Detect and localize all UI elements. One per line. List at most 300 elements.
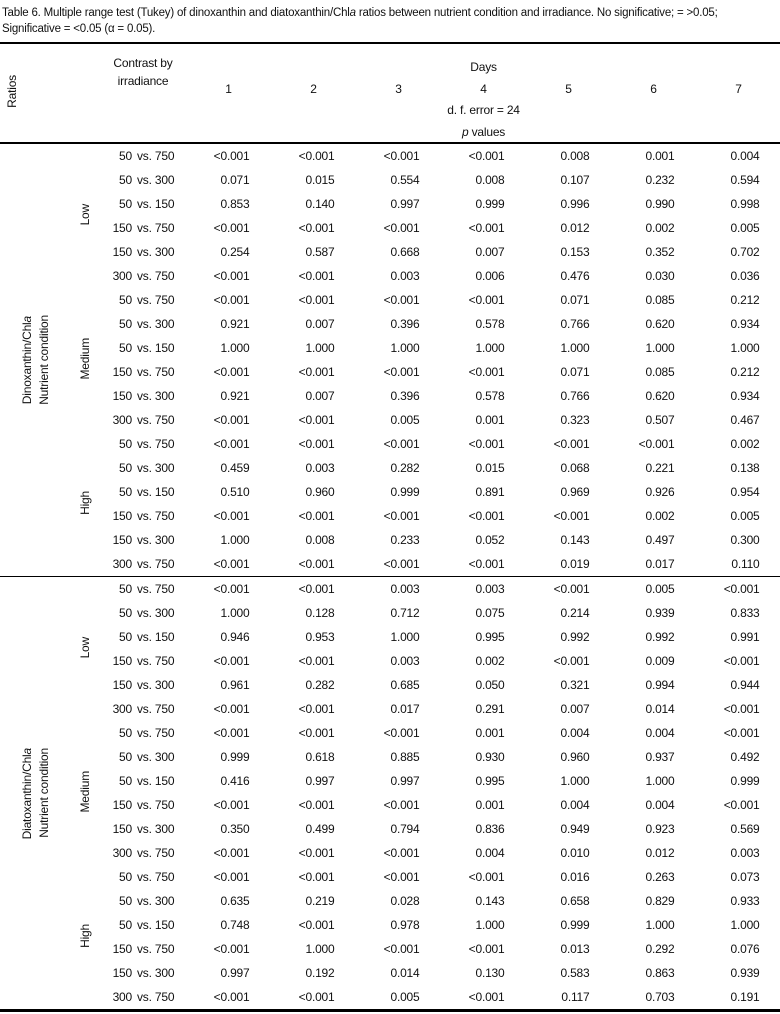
- p-value-cell-day4: 0.578: [475, 389, 505, 404]
- day-column-3: 3: [395, 81, 402, 96]
- p-value-cell-day5: <0.001: [553, 582, 590, 597]
- p-value-cell-day3: 0.685: [390, 678, 420, 693]
- p-value-cell-day6: 0.939: [645, 606, 675, 621]
- p-value-cell-day5: 0.010: [560, 846, 590, 861]
- day-column-5: 5: [565, 81, 572, 96]
- table-caption: [0, 5, 780, 37]
- p-value-cell-day7: 0.002: [730, 437, 760, 452]
- day-column-1: 1: [225, 81, 232, 96]
- p-value-cell-day4: <0.001: [468, 437, 505, 452]
- p-value-cell-day7: <0.001: [723, 798, 760, 813]
- p-value-cell-day1: 0.071: [220, 173, 250, 188]
- table-row: [0, 336, 780, 360]
- p-value-cell-day3: 0.005: [390, 990, 420, 1005]
- p-value-cell-day2: 0.007: [305, 389, 335, 404]
- p-value-cell-day7: 0.991: [730, 630, 760, 645]
- p-value-cell-day7: 0.036: [730, 269, 760, 284]
- p-value-cell-day1: <0.001: [213, 990, 250, 1005]
- p-value-cell-day1: 0.254: [220, 245, 250, 260]
- level-vertical-text: High: [78, 490, 93, 515]
- p-value-cell-day4: <0.001: [468, 293, 505, 308]
- p-value-cell-day4: 0.052: [475, 533, 505, 548]
- p-value-cell-day6: 0.002: [645, 221, 675, 236]
- p-value-cell-day2: <0.001: [298, 654, 335, 669]
- p-value-cell-day2: <0.001: [298, 413, 335, 428]
- table-row: [0, 456, 780, 480]
- ratio-section-label-diatoxanthin: [0, 577, 72, 1011]
- p-value-cell-day7: 0.212: [730, 293, 760, 308]
- p-value-cell-day2: <0.001: [298, 437, 335, 452]
- table-row: [0, 745, 780, 769]
- table-row: [0, 865, 780, 889]
- p-value-cell-day7: 0.073: [730, 870, 760, 885]
- p-value-cell-day5: 0.583: [560, 966, 590, 981]
- p-value-cell-day6: 0.221: [645, 461, 675, 476]
- p-value-cell-day2: <0.001: [298, 293, 335, 308]
- ratio-name-vertical-text: Diatoxanthin/Chla: [19, 747, 34, 839]
- p-value-cell-day4: 0.130: [475, 966, 505, 981]
- contrast-cell: 300 vs. 750: [112, 702, 175, 717]
- p-value-cell-day7: 0.004: [730, 149, 760, 164]
- p-value-cell-day6: 1.000: [645, 774, 675, 789]
- contrast-cell: 300 vs. 750: [112, 990, 175, 1005]
- contrast-cell: 50 vs. 300: [119, 317, 175, 332]
- p-value-cell-day5: 0.960: [560, 750, 590, 765]
- p-value-cell-day3: <0.001: [383, 509, 420, 524]
- p-values-label: [186, 121, 780, 143]
- table-row: [0, 480, 780, 504]
- contrast-cell: 50 vs. 750: [119, 726, 175, 741]
- irradiance-level-label-low: [72, 577, 100, 722]
- p-value-cell-day4: 0.001: [475, 413, 505, 428]
- table-row: [0, 360, 780, 384]
- p-value-cell-day7: 0.076: [730, 942, 760, 957]
- contrast-cell: 50 vs. 150: [119, 918, 175, 933]
- p-value-cell-day2: <0.001: [298, 582, 335, 597]
- p-value-cell-day2: <0.001: [298, 365, 335, 380]
- nutrient-condition-vertical-text: Nutrient condition: [36, 748, 51, 839]
- contrast-header-line2: irradiance: [117, 73, 169, 88]
- nutrient-condition-vertical-text: Nutrient condition: [36, 315, 51, 406]
- contrast-cell: 150 vs. 300: [112, 389, 175, 404]
- contrast-cell: 150 vs. 300: [112, 245, 175, 260]
- irradiance-level-label-high: [72, 432, 100, 577]
- p-value-cell-day4: 0.930: [475, 750, 505, 765]
- p-value-cell-day7: 0.191: [730, 990, 760, 1005]
- p-value-cell-day4: <0.001: [468, 221, 505, 236]
- p-value-cell-day1: <0.001: [213, 413, 250, 428]
- p-value-cell-day7: 0.594: [730, 173, 760, 188]
- table-row: [0, 408, 780, 432]
- p-value-cell-day7: <0.001: [723, 726, 760, 741]
- contrast-cell: 50 vs. 750: [119, 293, 175, 308]
- p-value-cell-day4: 0.050: [475, 678, 505, 693]
- p-value-cell-day4: 0.007: [475, 245, 505, 260]
- p-value-cell-day3: <0.001: [383, 221, 420, 236]
- p-value-cell-day5: 0.007: [560, 702, 590, 717]
- contrast-cell: 150 vs. 300: [112, 966, 175, 981]
- contrast-cell: 300 vs. 750: [112, 413, 175, 428]
- p-value-cell-day3: 0.003: [390, 269, 420, 284]
- contrast-cell: 50 vs. 750: [119, 582, 175, 597]
- p-value-cell-day5: 0.214: [560, 606, 590, 621]
- p-value-cell-day6: 0.937: [645, 750, 675, 765]
- p-value-cell-day7: 0.110: [731, 557, 760, 572]
- p-value-cell-day5: 0.012: [560, 221, 590, 236]
- p-value-cell-day1: <0.001: [213, 726, 250, 741]
- p-value-cell-day2: 1.000: [305, 341, 335, 356]
- p-value-cell-day2: <0.001: [298, 990, 335, 1005]
- p-value-cell-day1: 0.510: [220, 485, 250, 500]
- contrast-cell: 50 vs. 150: [119, 630, 175, 645]
- p-value-cell-day1: 1.000: [220, 606, 250, 621]
- p-value-cell-day1: <0.001: [213, 702, 250, 717]
- p-value-cell-day4: 0.578: [475, 317, 505, 332]
- p-value-cell-day6: 0.014: [645, 702, 675, 717]
- p-value-cell-day7: 0.939: [730, 966, 760, 981]
- p-value-cell-day7: 0.833: [730, 606, 760, 621]
- contrast-cell: 50 vs. 750: [119, 437, 175, 452]
- p-value-cell-day5: 0.004: [560, 798, 590, 813]
- contrast-cell: 50 vs. 750: [119, 149, 175, 164]
- contrast-header-line1: Contrast by: [113, 55, 173, 70]
- p-value-cell-day2: 0.499: [305, 822, 335, 837]
- p-value-cell-day1: 0.853: [220, 197, 250, 212]
- table-row: [0, 985, 780, 1011]
- p-value-cell-day5: 0.658: [560, 894, 590, 909]
- p-value-cell-day7: 1.000: [730, 341, 760, 356]
- p-values-text: values: [468, 124, 506, 139]
- table-row: [0, 889, 780, 913]
- p-value-cell-day7: 0.934: [730, 389, 760, 404]
- p-value-cell-day4: 0.002: [475, 654, 505, 669]
- p-value-cell-day4: 0.143: [475, 894, 505, 909]
- p-value-cell-day2: 0.618: [305, 750, 335, 765]
- p-value-cell-day4: 0.001: [475, 726, 505, 741]
- irradiance-level-label-high: [72, 865, 100, 1011]
- table-row: [0, 841, 780, 865]
- level-vertical-text: Low: [78, 636, 93, 659]
- p-value-cell-day4: 0.995: [475, 774, 505, 789]
- p-value-cell-day7: 0.003: [730, 846, 760, 861]
- p-value-cell-day3: 0.712: [390, 606, 420, 621]
- level-vertical-text: Medium: [78, 770, 93, 813]
- days-header: Days: [470, 60, 497, 75]
- p-value-cell-day1: <0.001: [213, 293, 250, 308]
- p-value-cell-day2: <0.001: [298, 221, 335, 236]
- p-value-cell-day2: 0.140: [305, 197, 335, 212]
- p-value-cell-day4: 0.995: [475, 630, 505, 645]
- p-value-cell-day5: 1.000: [560, 774, 590, 789]
- table-row: [0, 769, 780, 793]
- contrast-cell: 150 vs. 300: [112, 678, 175, 693]
- p-value-cell-day4: <0.001: [468, 557, 505, 572]
- caption-text-post: ratios between nutrient condition and irradiance. No significative; = >0.05; Significative = <0.05 (α = 0.05).: [2, 7, 718, 36]
- p-value-cell-day1: 1.000: [220, 341, 250, 356]
- p-value-cell-day5: 0.071: [560, 365, 590, 380]
- p-value-cell-day2: 0.997: [305, 774, 335, 789]
- p-value-cell-day2: 0.953: [305, 630, 335, 645]
- p-value-cell-day5: 0.996: [560, 197, 590, 212]
- p-value-cell-day5: <0.001: [553, 654, 590, 669]
- p-value-cell-day1: <0.001: [213, 221, 250, 236]
- p-value-cell-day7: <0.001: [723, 582, 760, 597]
- p-value-cell-day2: 0.015: [305, 173, 335, 188]
- p-value-cell-day3: 0.396: [390, 317, 420, 332]
- contrast-cell: 150 vs. 300: [112, 822, 175, 837]
- contrast-cell: 300 vs. 750: [112, 846, 175, 861]
- p-value-cell-day2: 0.003: [305, 461, 335, 476]
- p-value-cell-day6: 1.000: [645, 341, 675, 356]
- p-value-cell-day1: 0.997: [220, 966, 250, 981]
- p-value-cell-day3: <0.001: [383, 846, 420, 861]
- table-row: [0, 961, 780, 985]
- p-value-cell-day2: 0.192: [305, 966, 335, 981]
- p-value-cell-day2: <0.001: [298, 702, 335, 717]
- p-value-cell-day7: 0.998: [730, 197, 760, 212]
- table-row: [0, 312, 780, 336]
- ratio-name-vertical-text: Dinoxanthin/Chla: [19, 316, 34, 405]
- p-value-cell-day1: <0.001: [213, 942, 250, 957]
- p-value-cell-day6: 0.829: [645, 894, 675, 909]
- contrast-cell: 50 vs. 150: [119, 197, 175, 212]
- p-value-cell-day6: 0.001: [645, 149, 675, 164]
- ratios-vertical-text: Ratios: [5, 75, 20, 109]
- p-value-cell-day6: 0.232: [645, 173, 675, 188]
- p-value-cell-day3: 0.794: [390, 822, 420, 837]
- header-contrast-spacer: [100, 99, 186, 143]
- p-value-cell-day1: 0.748: [220, 918, 250, 933]
- table-row: [0, 601, 780, 625]
- p-value-cell-day1: <0.001: [213, 149, 250, 164]
- p-value-cell-day1: 0.921: [220, 317, 250, 332]
- table-row: [0, 577, 780, 602]
- table-row: [0, 721, 780, 745]
- p-value-cell-day6: 0.292: [645, 942, 675, 957]
- p-value-cell-day6: 0.009: [645, 654, 675, 669]
- contrast-cell: 50 vs. 150: [119, 774, 175, 789]
- table-row: [0, 552, 780, 577]
- p-value-cell-day5: 0.143: [560, 533, 590, 548]
- p-value-cell-day3: 1.000: [390, 341, 420, 356]
- table-row: [0, 697, 780, 721]
- p-value-cell-day5: 0.476: [560, 269, 590, 284]
- contrast-cell: 300 vs. 750: [112, 269, 175, 284]
- contrast-cell: 150 vs. 750: [112, 654, 175, 669]
- p-value-cell-day6: 0.507: [645, 413, 675, 428]
- p-value-cell-day3: 0.997: [390, 197, 420, 212]
- day-column-7: 7: [735, 81, 742, 96]
- p-value-cell-day6: 0.004: [645, 798, 675, 813]
- p-value-cell-day4: 0.999: [475, 197, 505, 212]
- p-value-cell-day1: 0.946: [220, 630, 250, 645]
- p-value-cell-day1: <0.001: [213, 557, 250, 572]
- caption-italic-a: a: [349, 7, 356, 19]
- p-value-cell-day1: 0.350: [220, 822, 250, 837]
- p-value-cell-day3: 0.233: [390, 533, 420, 548]
- p-value-cell-day3: 0.668: [390, 245, 420, 260]
- p-value-cell-day6: 1.000: [645, 918, 675, 933]
- table-row: [0, 192, 780, 216]
- p-value-cell-day3: 0.999: [390, 485, 420, 500]
- p-value-cell-day2: 0.960: [305, 485, 335, 500]
- p-value-cell-day2: <0.001: [298, 149, 335, 164]
- p-value-cell-day6: 0.085: [645, 365, 675, 380]
- p-value-cell-day2: <0.001: [298, 798, 335, 813]
- p-value-cell-day7: <0.001: [723, 702, 760, 717]
- p-value-cell-day3: 0.014: [390, 966, 420, 981]
- p-value-cell-day7: 0.999: [730, 774, 760, 789]
- table-row: [0, 913, 780, 937]
- table-row: [0, 264, 780, 288]
- contrast-cell: 50 vs. 300: [119, 173, 175, 188]
- p-value-cell-day5: 0.999: [560, 918, 590, 933]
- p-value-cell-day2: 0.128: [305, 606, 335, 621]
- p-value-cell-day3: <0.001: [383, 365, 420, 380]
- p-value-cell-day1: <0.001: [213, 582, 250, 597]
- contrast-cell: 50 vs. 300: [119, 894, 175, 909]
- level-vertical-text: High: [78, 923, 93, 948]
- p-value-cell-day3: 0.017: [390, 702, 420, 717]
- contrast-cell: 50 vs. 150: [119, 341, 175, 356]
- level-vertical-text: Medium: [78, 337, 93, 380]
- table-row: [0, 384, 780, 408]
- p-value-cell-day4: <0.001: [468, 509, 505, 524]
- p-value-cell-day6: 0.620: [645, 389, 675, 404]
- p-value-cell-day6: 0.017: [645, 557, 675, 572]
- p-value-cell-day7: 0.138: [730, 461, 760, 476]
- p-value-cell-day6: 0.004: [645, 726, 675, 741]
- p-value-cell-day3: 0.396: [390, 389, 420, 404]
- p-value-cell-day2: <0.001: [298, 918, 335, 933]
- p-value-cell-day6: 0.926: [645, 485, 675, 500]
- p-value-cell-day6: <0.001: [638, 437, 675, 452]
- contrast-cell: 150 vs. 750: [112, 365, 175, 380]
- p-value-cell-day5: 0.016: [560, 870, 590, 885]
- p-value-cell-day5: 0.068: [560, 461, 590, 476]
- p-value-cell-day2: <0.001: [298, 870, 335, 885]
- p-value-cell-day3: <0.001: [383, 798, 420, 813]
- p-value-cell-day4: 0.004: [475, 846, 505, 861]
- p-value-cell-day3: 1.000: [390, 630, 420, 645]
- p-value-cell-day2: 0.282: [305, 678, 335, 693]
- irradiance-level-label-medium: [72, 288, 100, 432]
- p-value-cell-day4: 0.008: [475, 173, 505, 188]
- p-value-cell-day4: 1.000: [475, 341, 505, 356]
- contrast-cell: 150 vs. 300: [112, 533, 175, 548]
- p-value-cell-day4: 0.836: [475, 822, 505, 837]
- p-value-cell-day5: 0.013: [560, 942, 590, 957]
- p-value-cell-day6: 0.620: [645, 317, 675, 332]
- p-value-cell-day7: 1.000: [730, 918, 760, 933]
- p-value-cell-day3: <0.001: [383, 870, 420, 885]
- table-row: [0, 168, 780, 192]
- p-value-cell-day4: 0.001: [475, 798, 505, 813]
- p-value-cell-day5: 0.117: [561, 990, 590, 1005]
- p-value-cell-day3: 0.028: [390, 894, 420, 909]
- p-value-cell-day5: <0.001: [553, 437, 590, 452]
- caption-text-pre: Table 6. Multiple range test (Tukey) of dinoxanthin and diatoxanthin/Chl: [2, 7, 350, 19]
- day-column-2: 2: [310, 81, 317, 96]
- p-value-cell-day6: 0.263: [645, 870, 675, 885]
- p-value-cell-day7: 0.933: [730, 894, 760, 909]
- p-value-cell-day1: <0.001: [213, 509, 250, 524]
- table-row: [0, 673, 780, 697]
- p-value-cell-day3: 0.885: [390, 750, 420, 765]
- table-row: [0, 216, 780, 240]
- contrast-by-irradiance-header: [100, 43, 186, 99]
- p-value-cell-day1: 0.999: [220, 750, 250, 765]
- p-value-cell-day6: 0.994: [645, 678, 675, 693]
- p-value-cell-day5: 0.949: [560, 822, 590, 837]
- p-value-cell-day4: <0.001: [468, 870, 505, 885]
- p-value-cell-day1: 0.416: [220, 774, 250, 789]
- p-value-cell-day3: <0.001: [383, 557, 420, 572]
- p-value-cell-day4: 0.291: [475, 702, 505, 717]
- p-value-cell-day5: <0.001: [553, 509, 590, 524]
- day-column-4: 4: [480, 81, 487, 96]
- p-value-cell-day5: 0.004: [560, 726, 590, 741]
- p-value-cell-day7: 0.005: [730, 509, 760, 524]
- p-value-cell-day6: 0.030: [645, 269, 675, 284]
- p-value-cell-day1: 1.000: [220, 533, 250, 548]
- table-row: [0, 288, 780, 312]
- p-value-cell-day4: 0.003: [475, 582, 505, 597]
- p-value-cell-day5: 0.153: [560, 245, 590, 260]
- p-value-cell-day5: 0.107: [560, 173, 590, 188]
- p-value-cell-day1: <0.001: [213, 846, 250, 861]
- contrast-cell: 300 vs. 750: [112, 557, 175, 572]
- p-value-cell-day7: 0.944: [730, 678, 760, 693]
- p-value-cell-day7: 0.702: [730, 245, 760, 260]
- p-value-cell-day1: <0.001: [213, 269, 250, 284]
- p-value-cell-day3: <0.001: [383, 149, 420, 164]
- table-header: [0, 43, 780, 143]
- p-value-cell-day2: 0.219: [305, 894, 335, 909]
- p-value-cell-day3: <0.001: [383, 437, 420, 452]
- p-value-cell-day7: <0.001: [723, 654, 760, 669]
- p-value-cell-day5: 0.969: [560, 485, 590, 500]
- level-vertical-text: Low: [78, 203, 93, 226]
- p-value-cell-day6: 0.703: [645, 990, 675, 1005]
- p-value-cell-day6: 0.002: [645, 509, 675, 524]
- contrast-cell: 50 vs. 750: [119, 870, 175, 885]
- p-value-cell-day2: 0.587: [305, 245, 335, 260]
- df-error-label: d. f. error = 24: [447, 103, 520, 118]
- p-value-cell-day2: <0.001: [298, 269, 335, 284]
- p-value-cell-day3: 0.997: [390, 774, 420, 789]
- p-value-cell-day1: <0.001: [213, 654, 250, 669]
- p-value-cell-day5: 0.019: [560, 557, 590, 572]
- p-value-cell-day4: <0.001: [468, 942, 505, 957]
- p-value-cell-day7: 0.492: [730, 750, 760, 765]
- contrast-cell: 150 vs. 750: [112, 509, 175, 524]
- p-value-cell-day3: 0.978: [390, 918, 420, 933]
- p-value-cell-day1: <0.001: [213, 870, 250, 885]
- irradiance-level-label-low: [72, 143, 100, 288]
- p-value-cell-day4: 0.015: [475, 461, 505, 476]
- p-value-cell-day5: 0.766: [560, 317, 590, 332]
- p-value-cell-day4: <0.001: [468, 990, 505, 1005]
- header-row-1: [0, 43, 780, 78]
- p-value-cell-day2: 1.000: [305, 942, 335, 957]
- table-row: [0, 817, 780, 841]
- p-value-cell-day3: 0.554: [390, 173, 420, 188]
- p-value-cell-day7: 0.467: [730, 413, 760, 428]
- p-value-cell-day3: <0.001: [383, 942, 420, 957]
- p-value-cell-day2: 0.007: [305, 317, 335, 332]
- p-value-cell-day2: <0.001: [298, 557, 335, 572]
